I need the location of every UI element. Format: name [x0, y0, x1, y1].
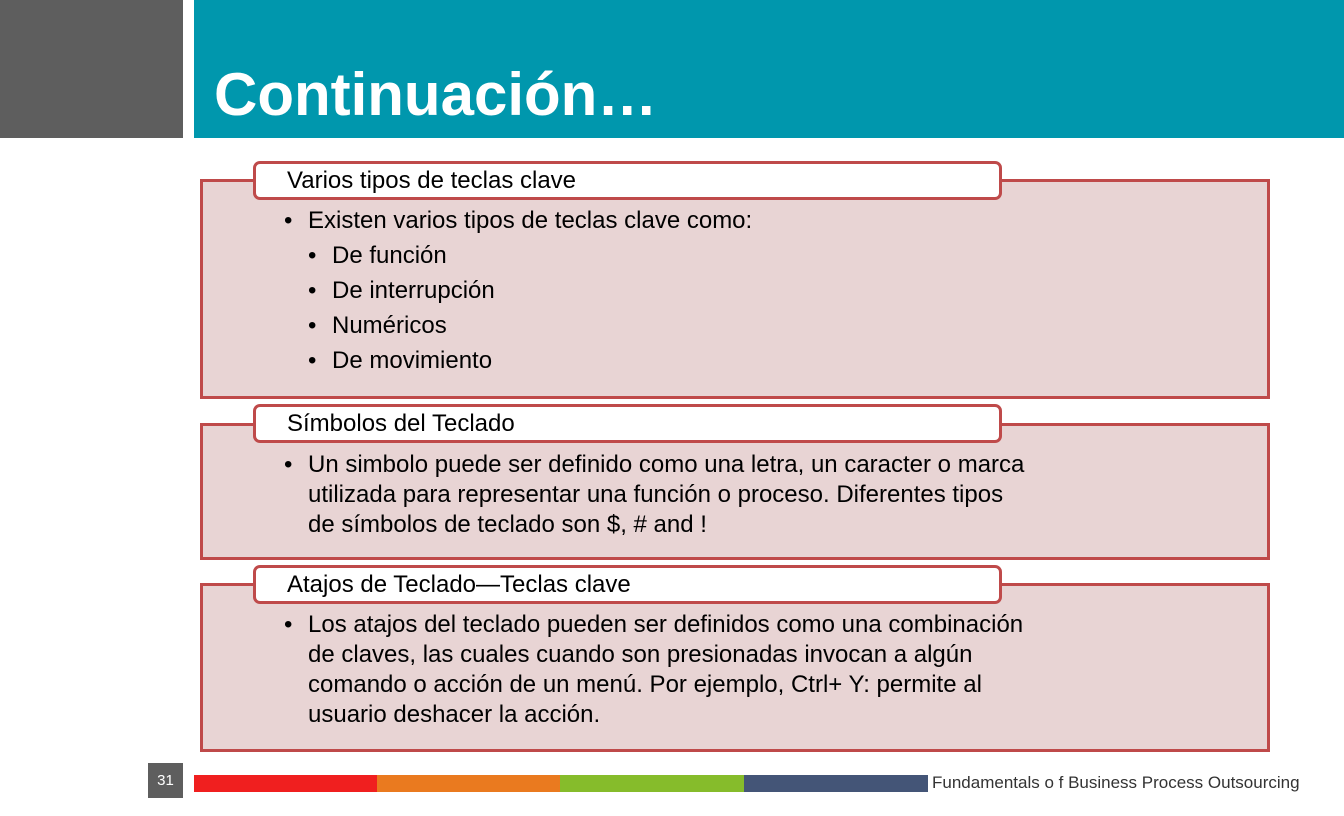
bullet-interrupt-keys: • De interrupción	[332, 276, 1032, 306]
text-line: comando o acción de un menú. Por ejemplo, Ctrl+ Y: permite al	[308, 671, 982, 698]
slide-title: Continuación…	[214, 61, 658, 128]
bullet-movement-keys: • De movimiento	[332, 346, 1032, 376]
slide-number: 31	[148, 763, 183, 798]
footer-stripe-slate	[744, 775, 928, 792]
bullet-keyboard-shortcuts	[308, 610, 1188, 730]
text-line: de símbolos de teclado son $, # and !	[308, 511, 707, 538]
text-line: • Los atajos del teclado pueden ser definidos como una combinación	[308, 611, 1024, 638]
bullet-function-keys: • De función	[332, 241, 1032, 271]
footer-stripe-orange	[377, 775, 560, 792]
section-label-key-types: Varios tipos de teclas clave	[253, 161, 1002, 200]
footer-stripe-green	[560, 775, 744, 792]
header-gray-block	[0, 0, 183, 138]
text-line: de claves, las cuales cuando son presionadas invocan a algún	[308, 641, 973, 668]
bullet-keyboard-symbols	[308, 450, 1188, 540]
section-label-keyboard-symbols: Símbolos del Teclado	[253, 404, 1002, 443]
footer-course-title: Fundamentals o f Business Process Outsourcing	[932, 773, 1300, 792]
text-line: utilizada para representar una función o proceso. Diferentes tipos	[308, 481, 1004, 508]
section-label-keyboard-shortcuts: Atajos de Teclado—Teclas clave	[253, 565, 1002, 604]
footer-stripe-red	[194, 775, 377, 792]
text-line: usuario deshacer la acción.	[308, 701, 601, 728]
bullet-numeric-keys: • Numéricos	[332, 311, 1032, 341]
text-line: • Un simbolo puede ser definido como una letra, un caracter o marca	[308, 451, 1025, 478]
bullet-key-types-intro: • Existen varios tipos de teclas clave como:	[308, 206, 1188, 236]
